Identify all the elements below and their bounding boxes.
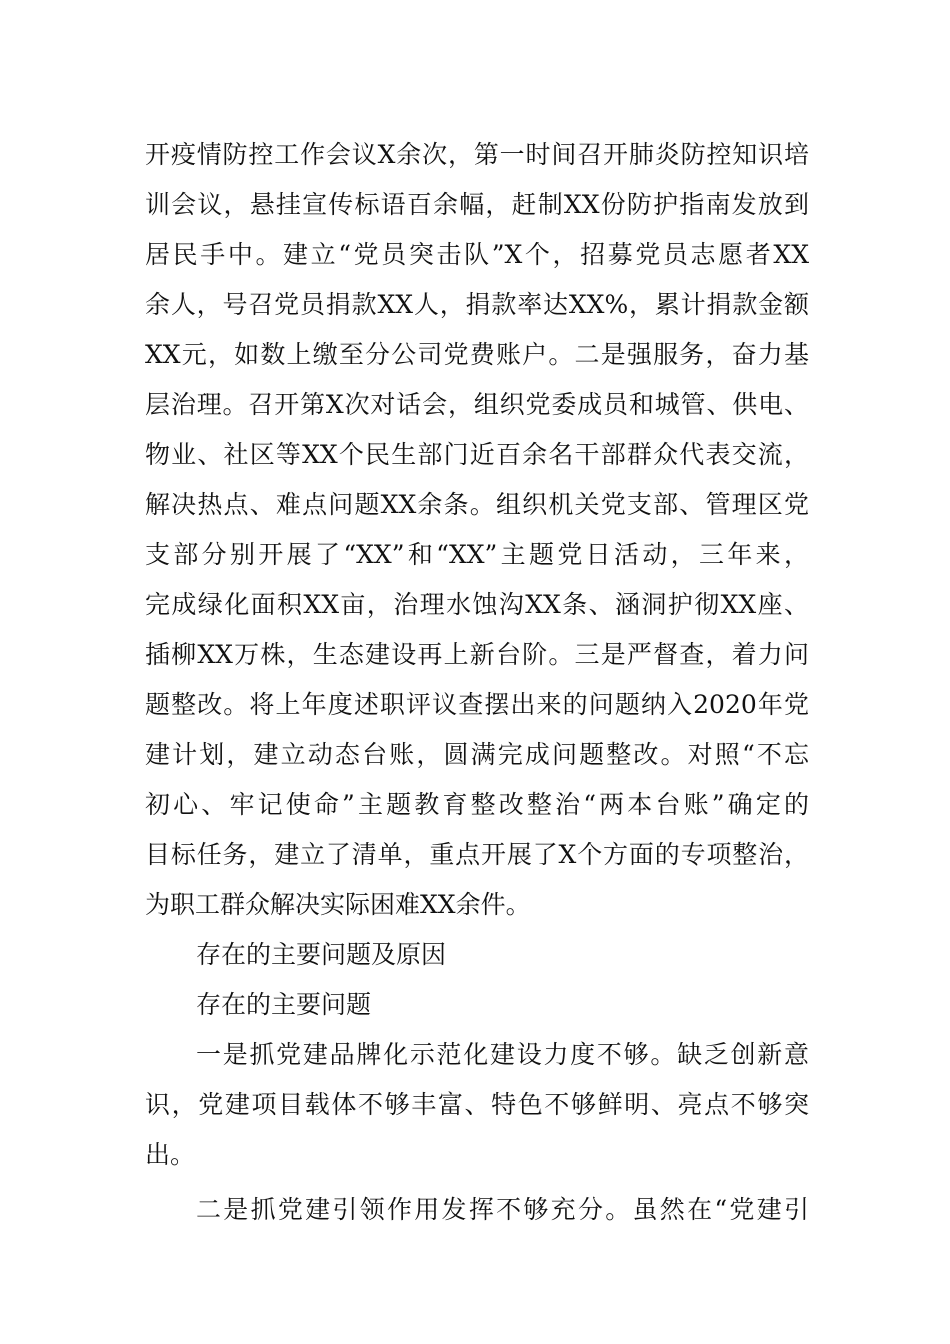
body-text-line: 出。: [145, 1140, 196, 1169]
paragraph-first-line: 二是抓党建引领作用发挥不够充分。虽然在“党建引: [196, 1195, 809, 1224]
body-text-line: 层治理。召开第X次对话会，组织党委成员和城管、供电、: [145, 390, 809, 419]
body-text-line: 目标任务，建立了清单，重点开展了X个方面的专项整治，: [145, 840, 809, 869]
body-text-line: 建计划，建立动态台账，圆满完成问题整改。对照“不忘: [145, 740, 809, 769]
body-text-line: 插柳XX万株，生态建设再上新台阶。三是严督查，着力问: [145, 640, 809, 669]
body-text-line: 解决热点、难点问题XX余条。组织机关党支部、管理区党: [145, 490, 809, 519]
body-text-line: XX元，如数上缴至分公司党费账户。二是强服务，奋力基: [145, 340, 809, 369]
body-text-line: 识，党建项目载体不够丰富、特色不够鲜明、亮点不够突: [145, 1090, 809, 1119]
subsection-heading: 存在的主要问题: [196, 990, 372, 1019]
body-text-line: 居民手中。建立“党员突击队”X个，招募党员志愿者XX: [145, 240, 809, 269]
body-text-line: 为职工群众解决实际困难XX余件。: [145, 890, 531, 919]
body-text-line: 完成绿化面积XX亩，治理水蚀沟XX条、涵洞护彻XX座、: [145, 590, 809, 619]
body-text-line: 余人，号召党员捐款XX人，捐款率达XX%，累计捐款金额: [145, 290, 809, 319]
section-heading: 存在的主要问题及原因: [196, 940, 447, 969]
body-text-line: 支部分别开展了“XX”和“XX”主题党日活动，三年来，: [145, 540, 809, 569]
body-text-line: 题整改。将上年度述职评议查摆出来的问题纳入2020年党: [145, 690, 809, 719]
body-text-line: 开疫情防控工作会议X余次，第一时间召开肺炎防控知识培: [145, 140, 809, 169]
body-text-line: 初心、牢记使命”主题教育整改整治“两本台账”确定的: [145, 790, 809, 819]
paragraph-first-line: 一是抓党建品牌化示范化建设力度不够。缺乏创新意: [196, 1040, 809, 1069]
body-text-line: 物业、社区等XX个民生部门近百余名干部群众代表交流，: [145, 440, 809, 469]
body-text-line: 训会议，悬挂宣传标语百余幅，赶制XX份防护指南发放到: [145, 190, 809, 219]
